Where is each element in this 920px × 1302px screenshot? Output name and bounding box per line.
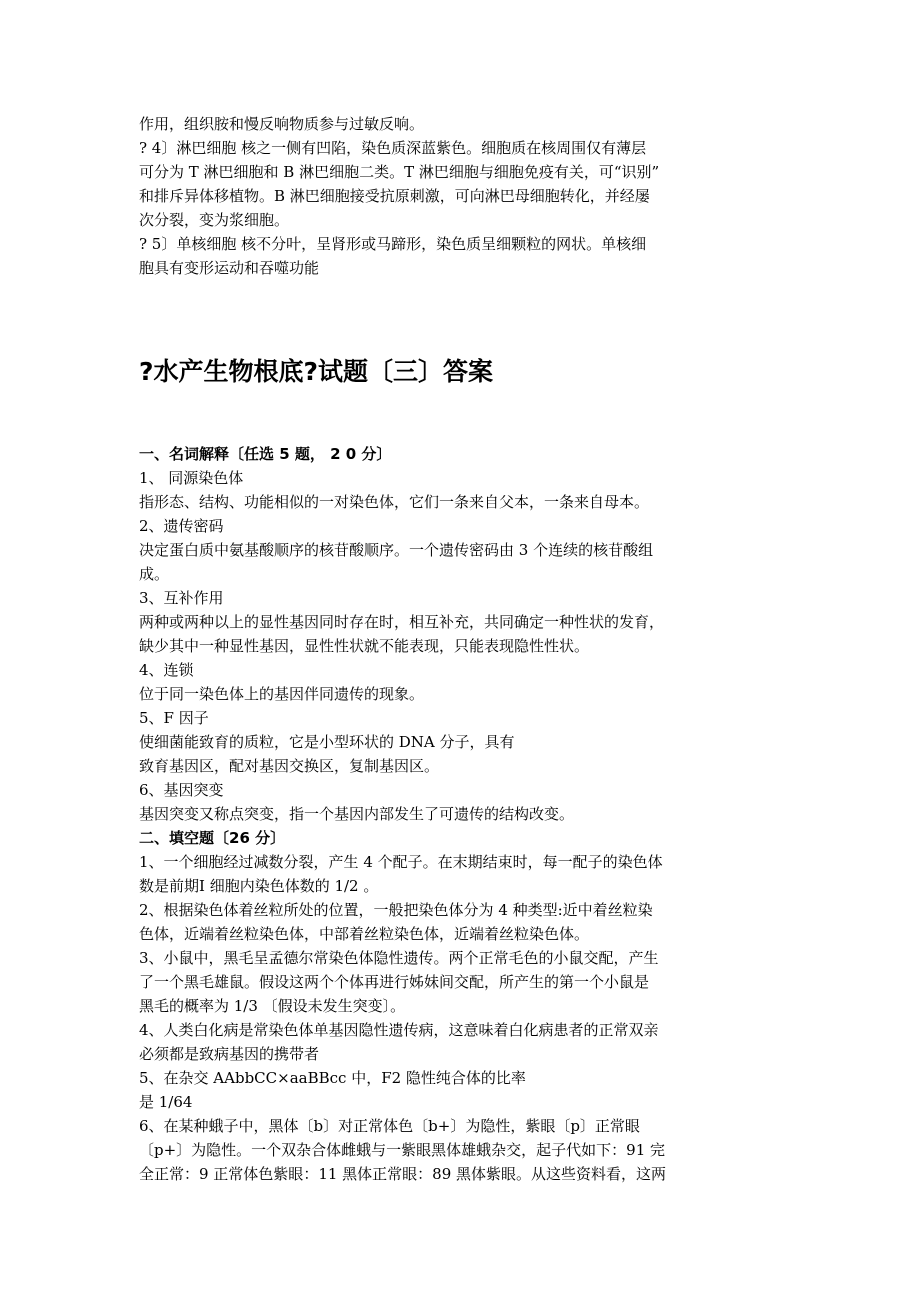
text-line: 必须都是致病基因的携带者 [139,1045,320,1063]
text-line: 数是前期Ⅰ 细胞内染色体数的 1/2 。 [139,877,379,895]
text-line: 决定蛋白质中氨基酸顺序的核苷酸顺序。一个遗传密码由 3 个连续的核苷酸组 [139,541,654,559]
text-line: 4、连锁 [139,661,194,679]
text-line: 6、在某种蛾子中，黑体〔b〕对正常体色〔b+〕为隐性，紫眼〔p〕正常眼 [139,1117,640,1135]
text-line: 色体，近端着丝粒染色体，中部着丝粒染色体，近端着丝粒染色体。 [139,925,590,943]
text-line: 缺少其中一种显性基因，显性性状就不能表现，只能表现隐性性状。 [139,637,590,655]
text-line: 5、F 因子 [139,709,209,727]
text-line: 3、小鼠中，黑毛呈孟德尔常染色体隐性遗传。两个正常毛色的小鼠交配，产生 [139,949,659,967]
text-line: 基因突变又称点突变，指一个基因内部发生了可遗传的结构改变。 [139,805,575,823]
text-line: 可分为 T 淋巴细胞和 B 淋巴细胞二类。T 淋巴细胞与细胞免疫有关，可“识别” [139,163,660,181]
text-line: 了一个黑毛雄鼠。假设这两个个体再进行姊妹间交配，所产生的第一个小鼠是 [139,973,650,991]
text-line: 次分裂，变为浆细胞。 [139,211,290,229]
text-line: 1、 同源染色体 [139,469,244,487]
text-line: 黑毛的概率为 1/3 〔假设未发生突变〕。 [139,997,406,1015]
intro-paragraphs [139,112,779,280]
text-line: 致育基因区，配对基因交换区，复制基因区。 [139,757,440,775]
text-line: 和排斥异体移植物。B 淋巴细胞接受抗原刺激，可向淋巴母细胞转化，并经屡 [139,187,650,205]
section-heading: 一、名词解释〔任选 5 题， 2 0 分〕 [139,445,392,463]
answer-body [139,442,779,1186]
text-line: ? 5〕单核细胞 核不分叶，呈肾形或马蹄形，染色质呈细颗粒的网状。单核细 [139,235,647,253]
text-line: 〔p+〕为隐性。一个双杂合体雌蛾与一紫眼黑体雄蛾杂交，起子代如下：91 完 [139,1141,666,1159]
text-line: 使细菌能致育的质粒，它是小型环状的 DNA 分子，具有 [139,733,515,751]
text-line: 1、一个细胞经过减数分裂，产生 4 个配子。在末期结束时，每一配子的染色体 [139,853,663,871]
section-heading: 二、填空题〔26 分〕 [139,829,286,847]
text-line: 作用，组织胺和慢反响物质参与过敏反响。 [139,115,425,133]
document-title: ?水产生物根底?试题〔三〕答案 [139,357,494,386]
text-line: 3、互补作用 [139,589,224,607]
text-line: 胞具有变形运动和吞噬功能 [139,259,320,277]
text-line: ? 4〕淋巴细胞 核之一侧有凹陷，染色质深蓝紫色。细胞质在核周围仅有薄层 [139,139,647,157]
text-line: 6、基因突变 [139,781,224,799]
text-line: 指形态、结构、功能相似的一对染色体，它们一条来自父本，一条来自母本。 [139,493,650,511]
text-line: 是 1/64 [139,1093,193,1111]
text-line: 5、在杂交 AAbbCC×aaBBcc 中，F2 隐性纯合体的比率 [139,1069,526,1087]
text-line: 全正常：9 正常体色紫眼：11 黑体正常眼：89 黑体紫眼。从这些资料看，这两 [139,1165,667,1183]
text-line: 2、遗传密码 [139,517,224,535]
text-line: 4、人类白化病是常染色体单基因隐性遗传病，这意味着白化病患者的正常双亲 [139,1021,659,1039]
text-line: 两种或两种以上的显性基因同时存在时，相互补充，共同确定一种性状的发育， [139,613,665,631]
text-line: 2、根据染色体着丝粒所处的位置，一般把染色体分为 4 种类型:近中着丝粒染 [139,901,653,919]
text-line: 位于同一染色体上的基因伴同遗传的现象。 [139,685,425,703]
text-line: 成。 [139,565,170,583]
